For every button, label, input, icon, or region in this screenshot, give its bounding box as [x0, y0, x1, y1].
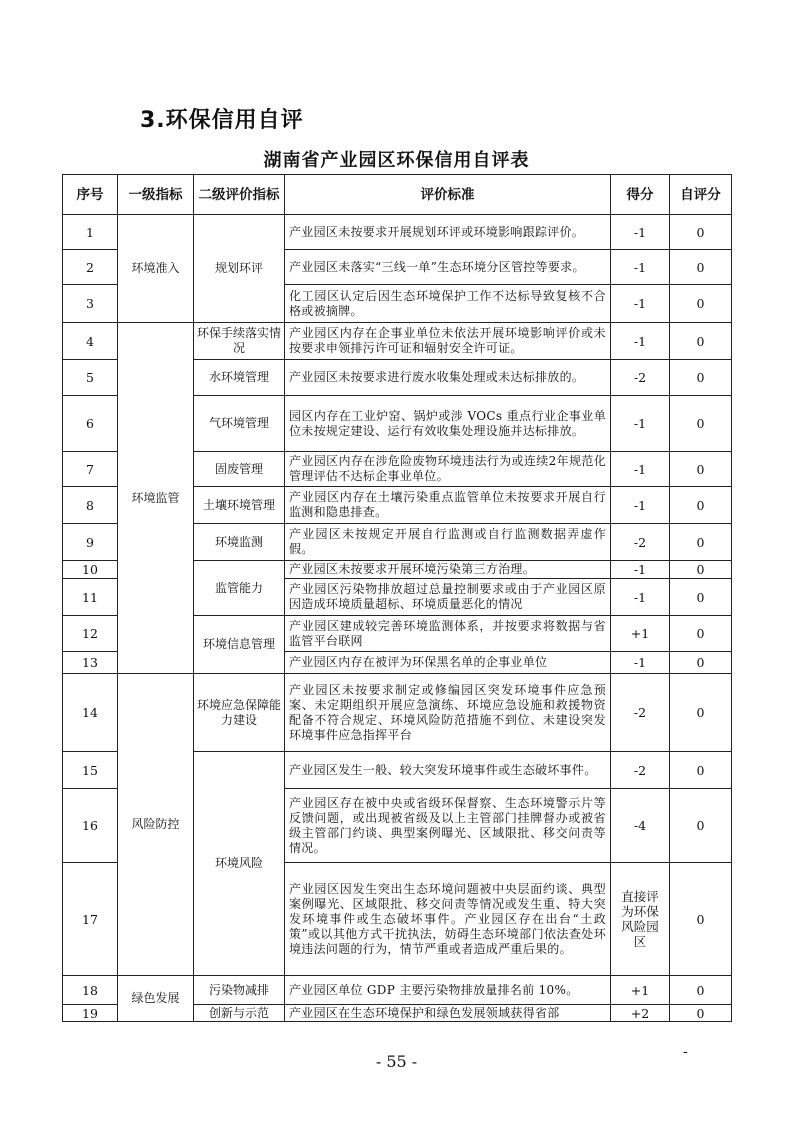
self-score-cell: 0: [670, 250, 732, 285]
row-number: 7: [63, 452, 118, 487]
score-cell: -2: [611, 360, 670, 396]
level2-cell: 环境应急保障能力建设: [194, 674, 285, 752]
row-number: 17: [63, 863, 118, 976]
row-number: 8: [63, 487, 118, 524]
level2-cell: 创新与示范: [194, 1005, 285, 1022]
self-evaluation-table: [62, 174, 732, 1022]
row-number: 14: [63, 674, 118, 752]
criteria-cell: 产业园区在生态环境保护和绿色发展领域获得省部: [285, 1005, 611, 1022]
header-level1: 一级指标: [118, 175, 194, 215]
level1-cell: 风险防控: [118, 674, 194, 976]
level2-cell: 土壤环境管理: [194, 487, 285, 524]
row-number: 4: [63, 323, 118, 360]
level2-cell: 环保手续落实情况: [194, 323, 285, 360]
score-cell: +1: [611, 976, 670, 1005]
self-score-cell: 0: [670, 652, 732, 674]
self-score-cell: 0: [670, 863, 732, 976]
level2-cell: 污染物减排: [194, 976, 285, 1005]
criteria-cell: 产业园区内存在土壤污染重点监管单位未按要求开展自行监测和隐患排查。: [285, 487, 611, 524]
score-cell: +2: [611, 1005, 670, 1022]
header-self-score: 自评分: [670, 175, 732, 215]
criteria-cell: 产业园区内存在涉危险废物环境违法行为或连续2年规范化管理评估不达标企事业单位。: [285, 452, 611, 487]
row-number: 11: [63, 579, 118, 616]
self-score-cell: 0: [670, 674, 732, 752]
criteria-cell: 产业园区因发生突出生态环境问题被中央层面约谈、典型案例曝光、区域限批、移交问责等情况或发生重、特大突发环境事件或生态破坏事件。产业园区存在出台“土政策”或以其他方式干扰执法，妨碍生态环境部门依法查处环境违法问题的行为，情节严重或者造成严重后果的。: [285, 863, 611, 976]
self-score-cell: 0: [670, 396, 732, 452]
score-cell: -2: [611, 674, 670, 752]
table-title: 湖南省产业园区环保信用自评表: [263, 150, 530, 171]
score-cell: -1: [611, 250, 670, 285]
self-score-cell: 0: [670, 579, 732, 616]
criteria-cell: 产业园区未按规定开展自行监测或自行监测数据弄虚作假。: [285, 524, 611, 561]
self-score-cell: 0: [670, 976, 732, 1005]
score-cell: -2: [611, 752, 670, 789]
level2-cell: 气环境管理: [194, 396, 285, 452]
score-cell: 直接评为环保风险园区: [611, 863, 670, 976]
table-row: [63, 323, 732, 360]
row-number: 19: [63, 1005, 118, 1022]
table-row: [63, 674, 732, 752]
self-score-cell: 0: [670, 452, 732, 487]
row-number: 10: [63, 561, 118, 579]
score-cell: -1: [611, 452, 670, 487]
criteria-cell: 产业园区单位 GDP 主要污染物排放量排名前 10%。: [285, 976, 611, 1005]
header-seq: 序号: [63, 175, 118, 215]
corner-mark: -: [683, 1044, 688, 1060]
score-cell: -1: [611, 285, 670, 323]
criteria-cell: 产业园区未落实“三线一单”生态环境分区管控等要求。: [285, 250, 611, 285]
row-number: 9: [63, 524, 118, 561]
table-row: [63, 215, 732, 250]
row-number: 18: [63, 976, 118, 1005]
level2-cell: 规划环评: [194, 215, 285, 323]
level1-cell: 环境准入: [118, 215, 194, 323]
criteria-cell: 产业园区未按要求进行废水收集处理或未达标排放的。: [285, 360, 611, 396]
criteria-cell: 化工园区认定后因生态环境保护工作不达标导致复核不合格或被摘牌。: [285, 285, 611, 323]
criteria-cell: 产业园区污染物排放超过总量控制要求或由于产业园区原因造成环境质量超标、环境质量恶化的情况: [285, 579, 611, 616]
criteria-cell: 产业园区未按要求开展环境污染第三方治理。: [285, 561, 611, 579]
criteria-cell: 产业园区建成较完善环境监测体系，并按要求将数据与省监管平台联网: [285, 616, 611, 652]
row-number: 16: [63, 789, 118, 863]
self-score-cell: 0: [670, 285, 732, 323]
score-cell: -1: [611, 579, 670, 616]
level2-cell: 监管能力: [194, 561, 285, 616]
criteria-cell: 产业园区未按要求开展规划环评或环境影响跟踪评价。: [285, 215, 611, 250]
row-number: 3: [63, 285, 118, 323]
row-number: 5: [63, 360, 118, 396]
level2-cell: 水环境管理: [194, 360, 285, 396]
row-number: 15: [63, 752, 118, 789]
score-cell: -1: [611, 323, 670, 360]
header-level2: 二级评价指标: [194, 175, 285, 215]
score-cell: -4: [611, 789, 670, 863]
self-score-cell: 0: [670, 1005, 732, 1022]
self-score-cell: 0: [670, 789, 732, 863]
level2-cell: 环境信息管理: [194, 616, 285, 674]
self-score-cell: 0: [670, 616, 732, 652]
self-score-cell: 0: [670, 323, 732, 360]
self-score-cell: 0: [670, 487, 732, 524]
row-number: 12: [63, 616, 118, 652]
criteria-cell: 产业园区内存在企事业单位未依法开展环境影响评价或未按要求申领排污许可证和辐射安全许可证。: [285, 323, 611, 360]
level1-cell: 绿色发展: [118, 976, 194, 1022]
score-cell: -1: [611, 652, 670, 674]
criteria-cell: 园区内存在工业炉窑、锅炉或涉 VOCs 重点行业企事业单位未按规定建设、运行有效收集处理设施并达标排放。: [285, 396, 611, 452]
self-score-cell: 0: [670, 752, 732, 789]
table-row: [63, 976, 732, 1005]
criteria-cell: 产业园区存在被中央或省级环保督察、生态环境警示片等反馈问题，或出现被省级及以上主管部门挂牌督办或被省级主管部门约谈、典型案例曝光、区域限批、移交问责等情况。: [285, 789, 611, 863]
table-header-row: [63, 175, 732, 215]
score-cell: -2: [611, 524, 670, 561]
score-cell: -1: [611, 561, 670, 579]
self-score-cell: 0: [670, 215, 732, 250]
section-heading: 3.环保信用自评: [140, 108, 304, 133]
level1-cell: 环境监管: [118, 323, 194, 674]
score-cell: +1: [611, 616, 670, 652]
self-score-cell: 0: [670, 561, 732, 579]
row-number: 2: [63, 250, 118, 285]
row-number: 13: [63, 652, 118, 674]
criteria-cell: 产业园区内存在被评为环保黑名单的企事业单位: [285, 652, 611, 674]
row-number: 1: [63, 215, 118, 250]
score-cell: -1: [611, 215, 670, 250]
level2-cell: 环境风险: [194, 752, 285, 976]
self-score-cell: 0: [670, 524, 732, 561]
criteria-cell: 产业园区发生一般、较大突发环境事件或生态破坏事件。: [285, 752, 611, 789]
header-score: 得分: [611, 175, 670, 215]
level2-cell: 环境监测: [194, 524, 285, 561]
header-criteria: 评价标准: [285, 175, 611, 215]
score-cell: -1: [611, 396, 670, 452]
row-number: 6: [63, 396, 118, 452]
page-number: - 55 -: [375, 1052, 418, 1071]
criteria-cell: 产业园区未按要求制定或修编园区突发环境事件应急预案、未定期组织开展应急演练、环境应急设施和救援物资配备不符合规定、环境风险防范措施不到位、未建设突发环境事件应急指挥平台: [285, 674, 611, 752]
level2-cell: 固废管理: [194, 452, 285, 487]
score-cell: -1: [611, 487, 670, 524]
self-score-cell: 0: [670, 360, 732, 396]
